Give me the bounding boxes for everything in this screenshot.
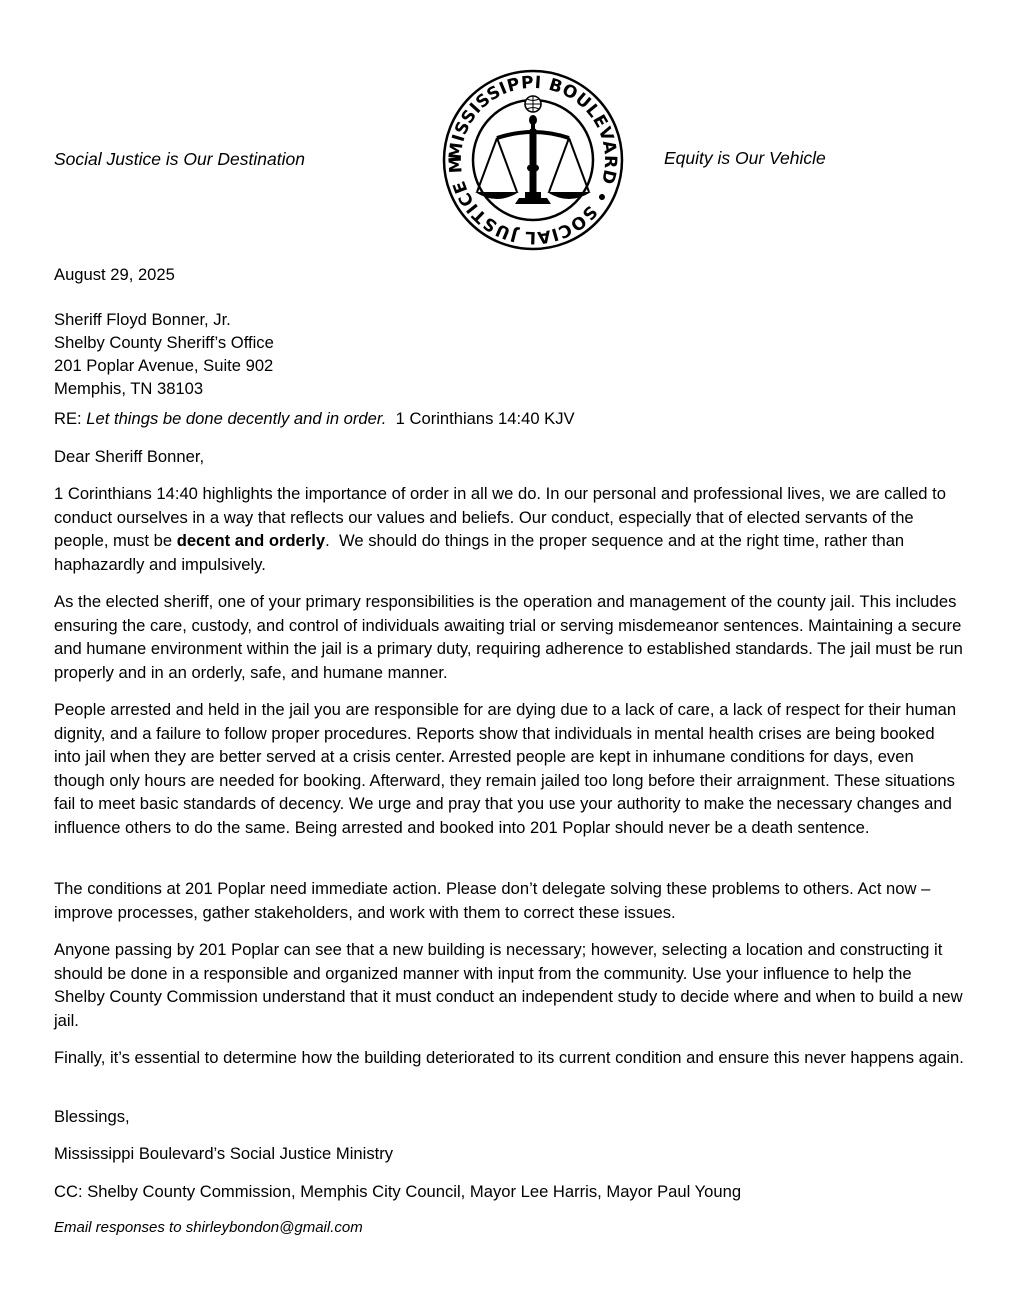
seal-graphic (441, 68, 625, 252)
ministry-seal (441, 68, 625, 252)
closing: Blessings, (54, 1107, 130, 1126)
signature: Mississippi Boulevard’s Social Justice Ministry (54, 1144, 394, 1163)
email-note: Email responses to shirleybondon@gmail.com (54, 1219, 363, 1236)
recipient-city: Memphis, TN 38103 (54, 379, 204, 398)
cc-line: CC: Shelby County Commission, Memphis City Council, Mayor Lee Harris, Mayor Paul Young (54, 1182, 742, 1201)
recipient-address (54, 308, 964, 400)
motto-left: Social Justice is Our Destination (54, 149, 305, 169)
re-line (54, 407, 964, 431)
scales-of-justice-icon (475, 96, 591, 204)
paragraph-1 (54, 482, 964, 576)
recipient-office: Shelby County Sheriff’s Office (54, 333, 274, 352)
recipient-street: 201 Poplar Avenue, Suite 902 (54, 356, 274, 375)
salutation: Dear Sheriff Bonner, (54, 447, 205, 466)
paragraph-4: The conditions at 201 Poplar need immediate action. Please don’t delegate solving these problems to others. Act now – improve processes, gather stakeholders, and work with them to correct these issues. (54, 879, 931, 922)
motto-right: Equity is Our Vehicle (664, 148, 826, 168)
paragraph-1-after: . We should do things in the proper sequence and at the right time, rather than haphazardly and impulsively. (54, 531, 909, 574)
re-quote: Let things be done decently and in order. (86, 409, 387, 428)
re-citation: 1 Corinthians 14:40 KJV (386, 409, 575, 428)
paragraph-1-bold: decent and orderly (176, 531, 326, 550)
re-prefix: RE: (54, 409, 87, 428)
seal-ring-text: MISSISSIPPI BOULEVARD • SOCIAL JUSTICE M (445, 72, 621, 248)
paragraph-5: Anyone passing by 201 Poplar can see that a new building is necessary; however, selecting a location and constructing it should be done in a responsible and organized manner with input from the community. Use your influence to help the Shelby County Commission understand that it must conduct an independent study to decide where and when to build a new jail. (54, 940, 963, 1030)
paragraph-2: As the elected sheriff, one of your primary responsibilities is the operation and management of the county jail. This includes ensuring the care, custody, and control of individuals awaiting trial or serving misdemeanor sentences. Maintaining a secure and humane environment within the jail is a primary duty, requiring adherence to established standards. The jail must be run properly and in an orderly, safe, and humane manner. (54, 592, 963, 682)
letter-date: August 29, 2025 (54, 265, 175, 284)
paragraph-3: People arrested and held in the jail you are responsible for are dying due to a lack of care, a lack of respect for their human dignity, and a failure to follow proper procedures. Reports show that individuals in mental health crises are being booked into jail when they are better served at a crisis center. Arrested people are kept in inhumane conditions for days, even though only hours are needed for booking. Afterward, they remain jailed too long before their arraignment. These situations fail to meet basic standards of decency. We urge and pray that you use your authority to make the necessary changes and influence others to do the same. Being arrested and booked into 201 Poplar should never be a death sentence. (54, 700, 957, 837)
recipient-name: Sheriff Floyd Bonner, Jr. (54, 310, 231, 329)
paragraph-1-text: 1 Corinthians 14:40 highlights the importance of order in all we do. In our personal and professional lives, we are called to conduct ourselves in a way that reflects our values and beliefs. Our conduct, especially that of elected servants of the people, must be (54, 484, 946, 550)
paragraph-6: Finally, it’s essential to determine how the building deteriorated to its current condition and ensure this never happens again. (54, 1048, 964, 1067)
